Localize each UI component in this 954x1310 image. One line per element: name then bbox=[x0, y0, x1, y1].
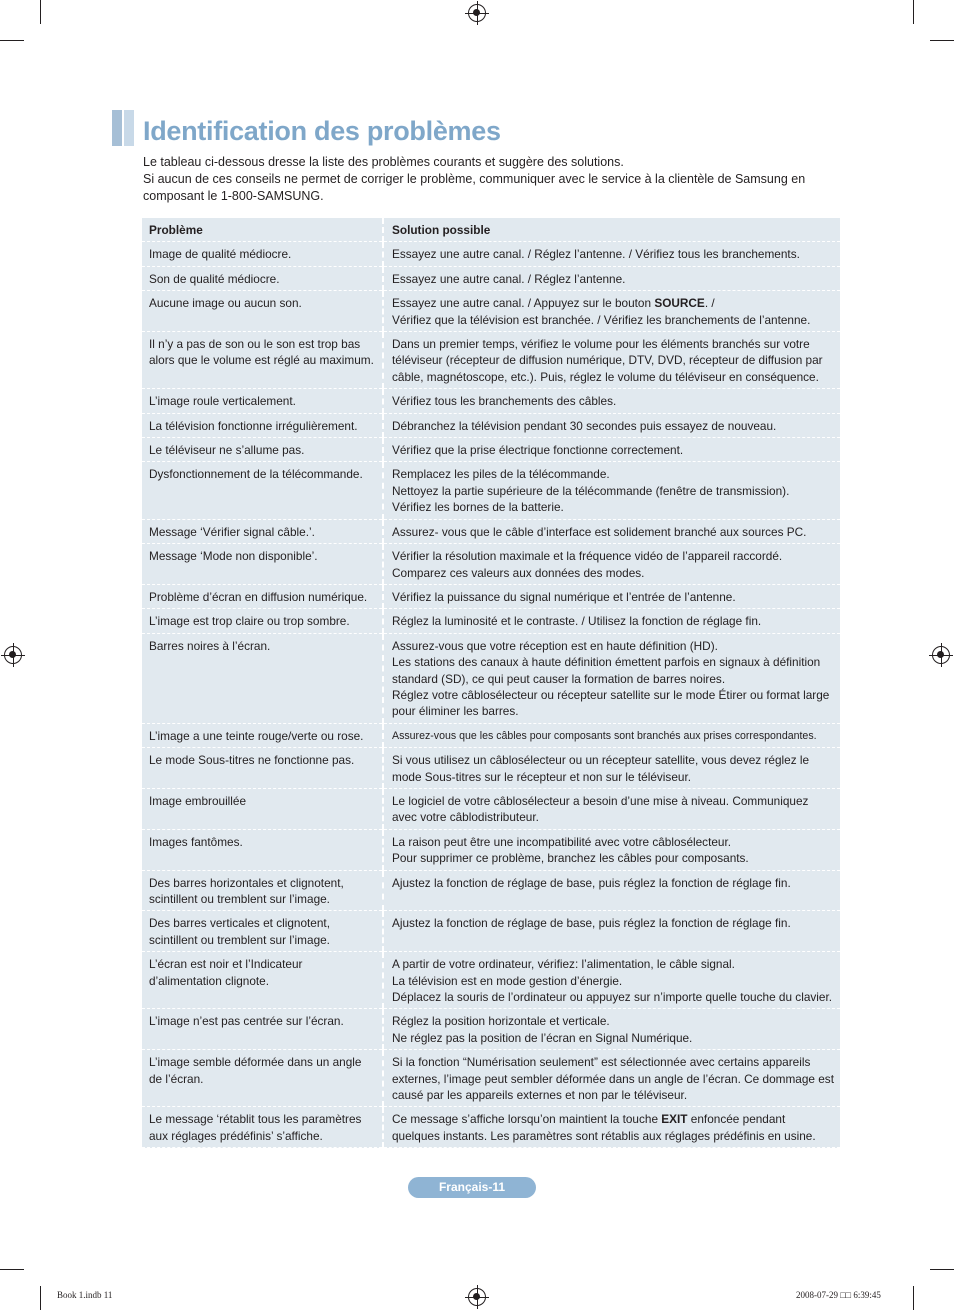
problem-cell: Image embrouillée bbox=[142, 788, 383, 829]
solution-cell: Essayez une autre canal. / Réglez l’antenne. / Vérifiez tous les branchements. bbox=[383, 242, 840, 266]
troubleshooting-table bbox=[142, 218, 840, 1148]
solution-cell: Ajustez la fonction de réglage de base, puis réglez la fonction de réglage fin. bbox=[383, 870, 840, 911]
table-row bbox=[142, 748, 840, 789]
exit-key-label: EXIT bbox=[661, 1112, 688, 1127]
solution-cell: Assurez-vous que votre réception est en haute définition (HD). Les stations des canaux à haute définition émettent parfois en signaux à définition standard (SD), ce qui peut causer la formation de barres noires. Réglez votre câblosélecteur ou récepteur satellite sur le mode Étirer ou format large pour éliminer les barres. bbox=[383, 633, 840, 723]
table-row bbox=[142, 1050, 840, 1107]
solution-cell: Vérifiez tous les branchements des câbles. bbox=[383, 389, 840, 413]
problem-cell: Le message ‘rétablit tous les paramètres aux réglages prédéfinis’ s’affiche. bbox=[142, 1107, 383, 1148]
title-accent-bar bbox=[112, 110, 122, 146]
crop-mark bbox=[913, 1286, 914, 1310]
table-row bbox=[142, 266, 840, 290]
table-row bbox=[142, 788, 840, 829]
problem-cell: Le mode Sous-titres ne fonctionne pas. bbox=[142, 748, 383, 789]
registration-mark-icon bbox=[4, 646, 22, 664]
intro-text bbox=[143, 154, 863, 205]
solution-cell: Ce message s’affiche lorsqu’on maintient la touche EXIT enfoncée pendant quelques instants. Les paramètres sont rétablis aux réglages prédéfinis en usine. bbox=[383, 1107, 840, 1148]
table-row bbox=[142, 413, 840, 437]
intro-line: Si aucun de ces conseils ne permet de corriger le problème, communiquer avec le service à la clientèle de Samsung en composant le 1-800-SAMSUNG. bbox=[143, 172, 806, 203]
problem-cell: L’image a une teinte rouge/verte ou rose. bbox=[142, 723, 383, 747]
table-row bbox=[142, 462, 840, 519]
table-row bbox=[142, 911, 840, 952]
problem-cell: Des barres verticales et clignotent, scintillent ou tremblent sur l’image. bbox=[142, 911, 383, 952]
header-solution: Solution possible bbox=[383, 218, 840, 242]
solution-cell: Si vous utilisez un câblosélecteur ou un récepteur satellite, vous devez réglez le mode Sous-titres sur le récepteur et non sur le téléviseur. bbox=[383, 748, 840, 789]
problem-cell: La télévision fonctionne irrégulièrement. bbox=[142, 413, 383, 437]
solution-cell: Débranchez la télévision pendant 30 secondes puis essayez de nouveau. bbox=[383, 413, 840, 437]
solution-cell: Le logiciel de votre câblosélecteur a besoin d’une mise à niveau. Communiquez avec votre câblodistributeur. bbox=[383, 788, 840, 829]
table-row bbox=[142, 389, 840, 413]
solution-cell: Essayez une autre canal. / Réglez l’antenne. bbox=[383, 266, 840, 290]
problem-cell: Image de qualité médiocre. bbox=[142, 242, 383, 266]
solution-cell: Assurez-vous que les câbles pour composants sont branchés aux prises correspondantes. bbox=[383, 723, 840, 747]
problem-cell: Aucune image ou aucun son. bbox=[142, 291, 383, 332]
table-row bbox=[142, 544, 840, 585]
solution-cell: La raison peut être une incompatibilité avec votre câblosélecteur. Pour supprimer ce problème, branchez les câbles pour composants. bbox=[383, 829, 840, 870]
crop-mark bbox=[40, 0, 41, 24]
crop-mark bbox=[913, 0, 914, 24]
solution-cell: Remplacez les piles de la télécommande. Nettoyez la partie supérieure de la télécommande (fenêtre de transmission). Vérifiez les bornes de la batterie. bbox=[383, 462, 840, 519]
table-row bbox=[142, 332, 840, 389]
header-problem: Problème bbox=[142, 218, 383, 242]
table-row bbox=[142, 1107, 840, 1148]
solution-cell: Vérifiez que la prise électrique fonctionne correctement. bbox=[383, 438, 840, 462]
table-row bbox=[142, 829, 840, 870]
solution-cell: Vérifiez la puissance du signal numérique et l’entrée de l’antenne. bbox=[383, 584, 840, 608]
problem-cell: Images fantômes. bbox=[142, 829, 383, 870]
crop-mark bbox=[930, 1269, 954, 1270]
solution-cell: Vérifier la résolution maximale et la fréquence vidéo de l’appareil raccordé. Comparez ces valeurs aux données des modes. bbox=[383, 544, 840, 585]
solution-cell: Assurez- vous que le câble d’interface est solidement branché aux sources PC. bbox=[383, 519, 840, 543]
crop-mark bbox=[930, 40, 954, 41]
problem-cell: L’image semble déformée dans un angle de l’écran. bbox=[142, 1050, 383, 1107]
table-row bbox=[142, 584, 840, 608]
problem-cell: Son de qualité médiocre. bbox=[142, 266, 383, 290]
problem-cell: Problème d’écran en diffusion numérique. bbox=[142, 584, 383, 608]
problem-cell: Le téléviseur ne s’allume pas. bbox=[142, 438, 383, 462]
solution-cell: Réglez la position horizontale et verticale. Ne réglez pas la position de l’écran en Signal Numérique. bbox=[383, 1009, 840, 1050]
table-row bbox=[142, 609, 840, 633]
problem-cell: Dysfonctionnement de la télécommande. bbox=[142, 462, 383, 519]
registration-mark-icon bbox=[468, 4, 486, 22]
table-header-row bbox=[142, 218, 840, 242]
problem-cell: L’image est trop claire ou trop sombre. bbox=[142, 609, 383, 633]
page-title: Identification des problèmes bbox=[143, 116, 501, 146]
crop-mark bbox=[0, 40, 24, 41]
table-row bbox=[142, 952, 840, 1009]
problem-cell: L’image roule verticalement. bbox=[142, 389, 383, 413]
table-row bbox=[142, 633, 840, 723]
solution-cell: Essayez une autre canal. / Appuyez sur le bouton SOURCE. / Vérifiez que la télévision est branchée. / Vérifiez les branchements de l’antenne. bbox=[383, 291, 840, 332]
table-row bbox=[142, 519, 840, 543]
table-row bbox=[142, 723, 840, 747]
table-row bbox=[142, 1009, 840, 1050]
source-key-label: SOURCE bbox=[654, 296, 705, 311]
solution-cell: Réglez la luminosité et le contraste. / Utilisez la fonction de réglage fin. bbox=[383, 609, 840, 633]
solution-cell: A partir de votre ordinateur, vérifiez: l’alimentation, le câble signal. La télévision est en mode gestion d’énergie. Déplacez la souris de l’ordinateur ou appuyez sur n’importe quelle touche du clavier. bbox=[383, 952, 840, 1009]
registration-mark-icon bbox=[932, 646, 950, 664]
registration-mark-icon bbox=[468, 1288, 486, 1306]
problem-cell: Des barres horizontales et clignotent, scintillent ou tremblent sur l’image. bbox=[142, 870, 383, 911]
problem-cell: Message ‘Vérifier signal câble.’. bbox=[142, 519, 383, 543]
problem-cell: Message ‘Mode non disponible’. bbox=[142, 544, 383, 585]
table-row bbox=[142, 291, 840, 332]
title-accent-bar bbox=[124, 110, 134, 146]
problem-cell: L’écran est noir et l’Indicateur d’alimentation clignote. bbox=[142, 952, 383, 1009]
problem-cell: Barres noires à l’écran. bbox=[142, 633, 383, 723]
page-number-badge: Français-11 bbox=[408, 1177, 536, 1198]
solution-cell: Dans un premier temps, vérifiez le volume pour les éléments branchés sur votre téléviseur (récepteur de diffusion numérique, DTV, DVD, récepteur de diffusion par câble, magnétoscope, etc.). Puis, réglez le volume du téléviseur en conséquence. bbox=[383, 332, 840, 389]
solution-cell: Si la fonction “Numérisation seulement” est sélectionnée avec certains appareils externes, l’image peut sembler déformée dans un angle de l’écran. Ce dommage est causé par les appareils externes et non par le téléviseur. bbox=[383, 1050, 840, 1107]
crop-mark bbox=[40, 1286, 41, 1310]
print-timestamp: 2008-07-29 □□ 6:39:45 bbox=[796, 1290, 881, 1300]
file-info: Book 1.indb 11 bbox=[57, 1290, 113, 1300]
problem-cell: L’image n’est pas centrée sur l’écran. bbox=[142, 1009, 383, 1050]
solution-cell: Ajustez la fonction de réglage de base, puis réglez la fonction de réglage fin. bbox=[383, 911, 840, 952]
table-row bbox=[142, 870, 840, 911]
crop-mark bbox=[0, 1269, 24, 1270]
problem-cell: Il n’y a pas de son ou le son est trop bas alors que le volume est réglé au maximum. bbox=[142, 332, 383, 389]
table-row bbox=[142, 438, 840, 462]
table-row bbox=[142, 242, 840, 266]
intro-line: Le tableau ci-dessous dresse la liste des problèmes courants et suggère des solutions. bbox=[143, 155, 624, 169]
